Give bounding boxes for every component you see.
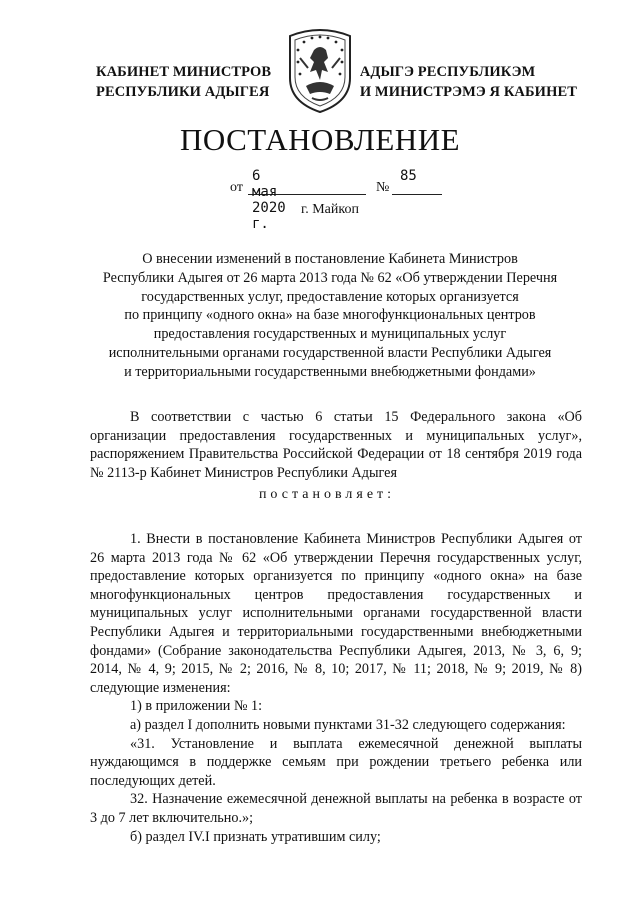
number-underline: [392, 194, 442, 195]
coat-of-arms-icon: [284, 28, 356, 114]
subject-line: Республики Адыгея от 26 марта 2013 года № 62 «Об утверждении Перечня: [102, 269, 558, 286]
date-label: от: [230, 180, 243, 195]
header-right: [360, 62, 577, 102]
document-subject: [90, 250, 570, 382]
paragraph: 1. Внести в постановление Кабинета Министров Республики Адыгея от 26 марта 2013 года № 62 «Об утверждении Перечня государственных услуг, предоставление которых организуется по принципу «одного окна» на базе многофункциональных центров предоставления государственных и муниципальных услуг исполнительными органами государственной власти Республики Адыгея и территориальными государственными внебюджетными фондами» (Собрание законодательства Республики Адыгея, 2013, № 3, 6, 9; 2014, № 4, 9; 2015, № 2; 2016, № 8, 10; 2017, № 11; 2018, № 9; 2019, № 8) следующие изменения:: [90, 531, 582, 696]
header-left: [96, 62, 271, 102]
header-left-line1: КАБИНЕТ МИНИСТРОВ: [96, 64, 272, 80]
city: г. Майкоп: [301, 202, 359, 217]
header-left-line2: РЕСПУБЛИКИ АДЫГЕЯ: [96, 84, 270, 100]
subject-line: предоставления государственных и муниципальных услуг: [153, 326, 507, 343]
preamble-paragraph: В соответствии с частью 6 статьи 15 Федерального закона «Об организации предоставления государственных и муниципальных услуг», распоряжением Правительства Российской Федерации от 18 сентября 2019 года № 2113-р Кабинет Министров Республики Адыгея: [90, 409, 582, 481]
number-label: №: [376, 180, 390, 195]
header-right-line2: И МИНИСТРЭМЭ Я КАБИНЕТ: [359, 84, 577, 100]
number-value: 85: [400, 168, 417, 184]
paragraph: «31. Установление и выплата ежемесячной денежной выплаты нуждающимся в поддержке семьям при рождении третьего ребенка или последующих детей.: [90, 735, 582, 789]
subject-line: О внесении изменений в постановление Кабинета Министров: [142, 251, 518, 267]
paragraph: 32. Назначение ежемесячной денежной выплаты на ребенка в возрасте от 3 до 7 лет включительно.»;: [90, 791, 582, 826]
decree-body: [90, 530, 582, 846]
header-right-line1: АДЫГЭ РЕСПУБЛИКЭМ: [359, 64, 536, 80]
subject-line: государственных услуг, предоставление которых организуется: [141, 288, 519, 305]
decree-word: постановляет:: [258, 487, 396, 502]
paragraph: 1) в приложении № 1:: [130, 698, 263, 715]
preamble: [90, 408, 582, 482]
date-value: 6 мая 2020 г.: [252, 168, 286, 232]
subject-line: по принципу «одного окна» на базе многофункциональных центров: [124, 307, 536, 324]
document-title: ПОСТАНОВЛЕНИЕ: [179, 122, 461, 157]
paragraph: а) раздел I дополнить новыми пунктами 31-32 следующего содержания:: [130, 716, 566, 733]
subject-line: исполнительными органами государственной власти Республики Адыгея: [108, 344, 552, 361]
paragraph: б) раздел IV.I признать утратившим силу;: [130, 828, 381, 845]
subject-line: и территориальными государственными внебюджетными фондами»: [124, 363, 536, 380]
